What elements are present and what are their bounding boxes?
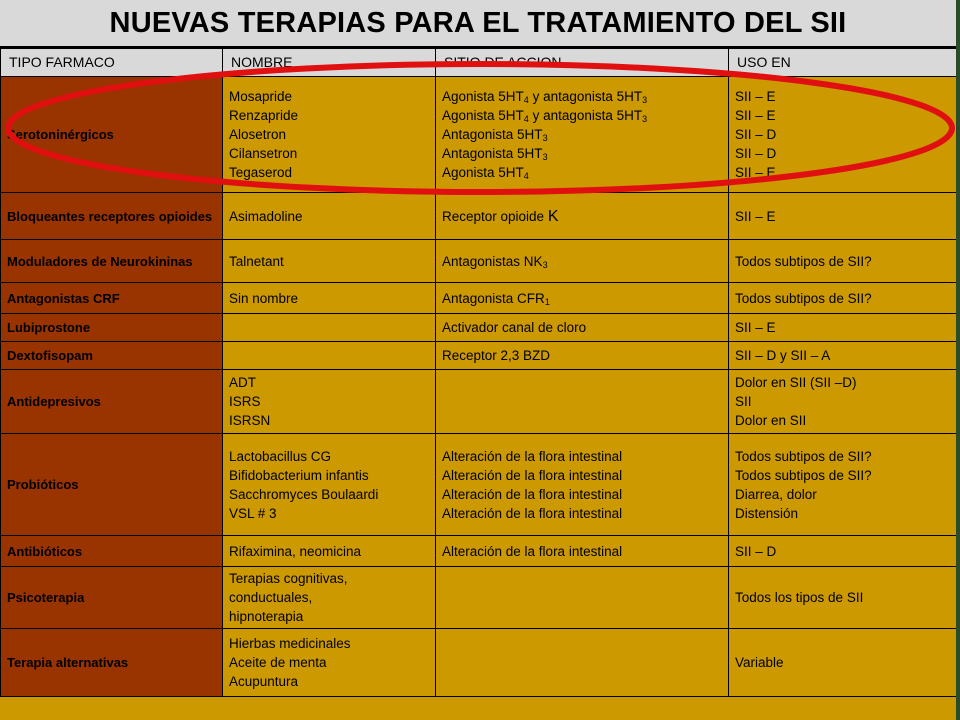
cell-nombre-line: Lactobacillus CG bbox=[229, 448, 332, 464]
cell-sitio-line bbox=[442, 504, 722, 523]
page-title: NUEVAS TERAPIAS PARA EL TRATAMIENTO DEL SII bbox=[0, 0, 956, 48]
sitio-t: Receptor 2,3 BZD bbox=[442, 348, 551, 363]
table-row bbox=[1, 342, 957, 370]
cell-nombre-line: ISRS bbox=[229, 394, 261, 409]
cell-nombre-line: Cilansetron bbox=[229, 146, 298, 161]
cell-uso bbox=[729, 314, 957, 342]
cell-uso-line: Todos subtipos de SII? bbox=[735, 290, 872, 306]
cell-nombre-line: Asimadoline bbox=[229, 208, 303, 224]
cell-tipo: Antidepresivos bbox=[1, 370, 223, 434]
cell-tipo: Moduladores de Neurokininas bbox=[1, 240, 223, 283]
cell-nombre bbox=[223, 240, 436, 283]
header-row bbox=[1, 49, 957, 77]
table-row bbox=[1, 193, 957, 240]
cell-tipo: Probióticos bbox=[1, 434, 223, 536]
table-row bbox=[1, 536, 957, 567]
cell-nombre-line: Alosetron bbox=[229, 127, 287, 142]
sitio-t: Receptor opioide bbox=[442, 208, 548, 224]
cell-uso bbox=[729, 193, 957, 240]
sitio-s2: 3 bbox=[642, 114, 648, 124]
cell-uso-line: Todos subtipos de SII? bbox=[735, 467, 872, 483]
cell-nombre bbox=[223, 567, 436, 629]
cell-sitio-line bbox=[442, 207, 722, 226]
sitio-t: Agonista 5HT bbox=[442, 165, 524, 180]
cell-nombre bbox=[223, 193, 436, 240]
cell-tipo: Terapia alternativas bbox=[1, 629, 223, 697]
sitio-s: 3 bbox=[542, 133, 548, 143]
cell-uso bbox=[729, 434, 957, 536]
cell-uso-line: Todos subtipos de SII? bbox=[735, 448, 872, 464]
cell-tipo: Antibióticos bbox=[1, 536, 223, 567]
header-sitio: SITIO DE ACCION bbox=[436, 49, 729, 77]
cell-uso bbox=[729, 342, 957, 370]
cell-sitio bbox=[436, 314, 729, 342]
cell-uso-line: SII – E bbox=[735, 108, 776, 123]
sitio-t: Agonista 5HT bbox=[442, 89, 524, 104]
cell-uso bbox=[729, 370, 957, 434]
table-body bbox=[1, 77, 957, 697]
header-uso: USO EN bbox=[729, 49, 957, 77]
cell-nombre bbox=[223, 314, 436, 342]
cell-uso-line: Dolor en SII bbox=[735, 413, 807, 428]
cell-tipo: Bloqueantes receptores opioides bbox=[1, 193, 223, 240]
sitio-s: 3 bbox=[542, 259, 548, 270]
cell-sitio-line bbox=[442, 87, 722, 106]
cell-sitio-line bbox=[442, 125, 722, 144]
cell-uso-line: SII – E bbox=[735, 165, 776, 180]
cell-sitio-line bbox=[442, 252, 722, 271]
cell-sitio bbox=[436, 370, 729, 434]
header-tipo: TIPO FARMACO bbox=[1, 49, 223, 77]
cell-sitio bbox=[436, 342, 729, 370]
cell-nombre-line: Tegaserod bbox=[229, 165, 293, 180]
sitio-s: 4 bbox=[523, 114, 529, 124]
cell-uso bbox=[729, 567, 957, 629]
cell-uso-line: SII – E bbox=[735, 208, 776, 224]
sitio-s: 3 bbox=[542, 152, 548, 162]
cell-nombre-line: Aceite de menta bbox=[229, 655, 327, 670]
cell-sitio-line bbox=[442, 289, 722, 308]
cell-nombre-line: conductuales, bbox=[229, 590, 313, 605]
cell-sitio bbox=[436, 193, 729, 240]
cell-uso bbox=[729, 283, 957, 314]
cell-sitio bbox=[436, 629, 729, 697]
cell-nombre bbox=[223, 434, 436, 536]
cell-uso bbox=[729, 536, 957, 567]
cell-tipo: Serotoninérgicos bbox=[1, 77, 223, 193]
cell-nombre-line: Acupuntura bbox=[229, 674, 299, 689]
table-row bbox=[1, 314, 957, 342]
cell-sitio bbox=[436, 77, 729, 193]
cell-nombre bbox=[223, 536, 436, 567]
table-row bbox=[1, 370, 957, 434]
cell-sitio-line bbox=[442, 466, 722, 485]
cell-sitio bbox=[436, 240, 729, 283]
cell-sitio bbox=[436, 536, 729, 567]
cell-uso-line: Diarrea, dolor bbox=[735, 486, 817, 502]
cell-uso-line: Todos subtipos de SII? bbox=[735, 253, 872, 269]
cell-nombre-line: VSL # 3 bbox=[229, 505, 277, 521]
sitio-t: Activador canal de cloro bbox=[442, 320, 587, 335]
cell-uso bbox=[729, 240, 957, 283]
sitio-s2: 3 bbox=[642, 95, 648, 105]
cell-nombre-line: Bifidobacterium infantis bbox=[229, 467, 369, 483]
sitio-t: Antagonistas NK bbox=[442, 253, 543, 269]
table-row bbox=[1, 434, 957, 536]
therapy-table bbox=[0, 48, 956, 697]
sitio-s: 4 bbox=[523, 171, 529, 181]
sitio-t: Alteración de la flora intestinal bbox=[442, 543, 623, 559]
table-row bbox=[1, 240, 957, 283]
sitio-t2: y antagonista 5HT bbox=[528, 89, 643, 104]
cell-tipo: Lubiprostone bbox=[1, 314, 223, 342]
cell-tipo: Psicoterapia bbox=[1, 567, 223, 629]
cell-sitio-line bbox=[442, 485, 722, 504]
cell-sitio-line bbox=[442, 144, 722, 163]
cell-nombre-line: ISRSN bbox=[229, 413, 271, 428]
cell-uso bbox=[729, 77, 957, 193]
cell-uso bbox=[729, 629, 957, 697]
sitio-t: Agonista 5HT bbox=[442, 108, 524, 123]
cell-sitio-line bbox=[442, 318, 722, 337]
sitio-t: Alteración de la flora intestinal bbox=[442, 467, 623, 483]
sitio-t: Alteración de la flora intestinal bbox=[442, 448, 623, 464]
sitio-s: 4 bbox=[523, 95, 529, 105]
cell-nombre bbox=[223, 342, 436, 370]
right-border bbox=[956, 0, 960, 720]
sitio-t: Antagonista 5HT bbox=[442, 127, 543, 142]
cell-nombre bbox=[223, 77, 436, 193]
sitio-s: 1 bbox=[544, 296, 550, 307]
cell-nombre bbox=[223, 629, 436, 697]
cell-sitio bbox=[436, 567, 729, 629]
cell-nombre bbox=[223, 283, 436, 314]
cell-nombre-line: ADT bbox=[229, 375, 256, 390]
cell-uso-line: SII – D bbox=[735, 543, 777, 559]
cell-nombre bbox=[223, 370, 436, 434]
cell-uso-line: SII – E bbox=[735, 89, 776, 104]
header-nombre: NOMBRE bbox=[223, 49, 436, 77]
cell-uso-line: Todos los tipos de SII bbox=[735, 590, 864, 605]
sitio-t: Antagonista CFR bbox=[442, 290, 545, 306]
sitio-t: Alteración de la flora intestinal bbox=[442, 505, 623, 521]
cell-nombre-line: hipnoterapia bbox=[229, 609, 304, 624]
cell-sitio bbox=[436, 434, 729, 536]
table-row bbox=[1, 283, 957, 314]
cell-uso-line: Dolor en SII (SII –D) bbox=[735, 375, 857, 390]
cell-nombre-line: Talnetant bbox=[229, 253, 284, 269]
cell-tipo: Dextofisopam bbox=[1, 342, 223, 370]
cell-sitio-line bbox=[442, 447, 722, 466]
cell-nombre-line: Hierbas medicinales bbox=[229, 636, 351, 651]
table-row bbox=[1, 629, 957, 697]
cell-nombre-line: Sin nombre bbox=[229, 290, 299, 306]
cell-uso-line: SII bbox=[735, 394, 752, 409]
table-row bbox=[1, 567, 957, 629]
cell-tipo: Antagonistas CRF bbox=[1, 283, 223, 314]
cell-uso-line: SII – D y SII – A bbox=[735, 348, 831, 363]
cell-sitio bbox=[436, 283, 729, 314]
cell-nombre-line: Rifaximina, neomicina bbox=[229, 543, 362, 559]
cell-nombre-line: Mosapride bbox=[229, 89, 293, 104]
sitio-t: Alteración de la flora intestinal bbox=[442, 486, 623, 502]
sitio-t: Antagonista 5HT bbox=[442, 146, 543, 161]
cell-uso-line: Variable bbox=[735, 655, 784, 670]
cell-sitio-line bbox=[442, 542, 722, 561]
cell-uso-line: Distensión bbox=[735, 505, 799, 521]
cell-sitio-line bbox=[442, 163, 722, 182]
sitio-t2: y antagonista 5HT bbox=[528, 108, 643, 123]
sitio-k: K bbox=[547, 207, 559, 225]
cell-nombre-line: Renzapride bbox=[229, 108, 299, 123]
cell-nombre-line: Terapias cognitivas, bbox=[229, 571, 348, 586]
table-row bbox=[1, 77, 957, 193]
cell-uso-line: SII – E bbox=[735, 320, 776, 335]
cell-sitio-line bbox=[442, 346, 722, 365]
cell-nombre-line: Sacchromyces Boulaardi bbox=[229, 486, 379, 502]
cell-uso-line: SII – D bbox=[735, 146, 777, 161]
cell-sitio-line bbox=[442, 106, 722, 125]
cell-uso-line: SII – D bbox=[735, 127, 777, 142]
